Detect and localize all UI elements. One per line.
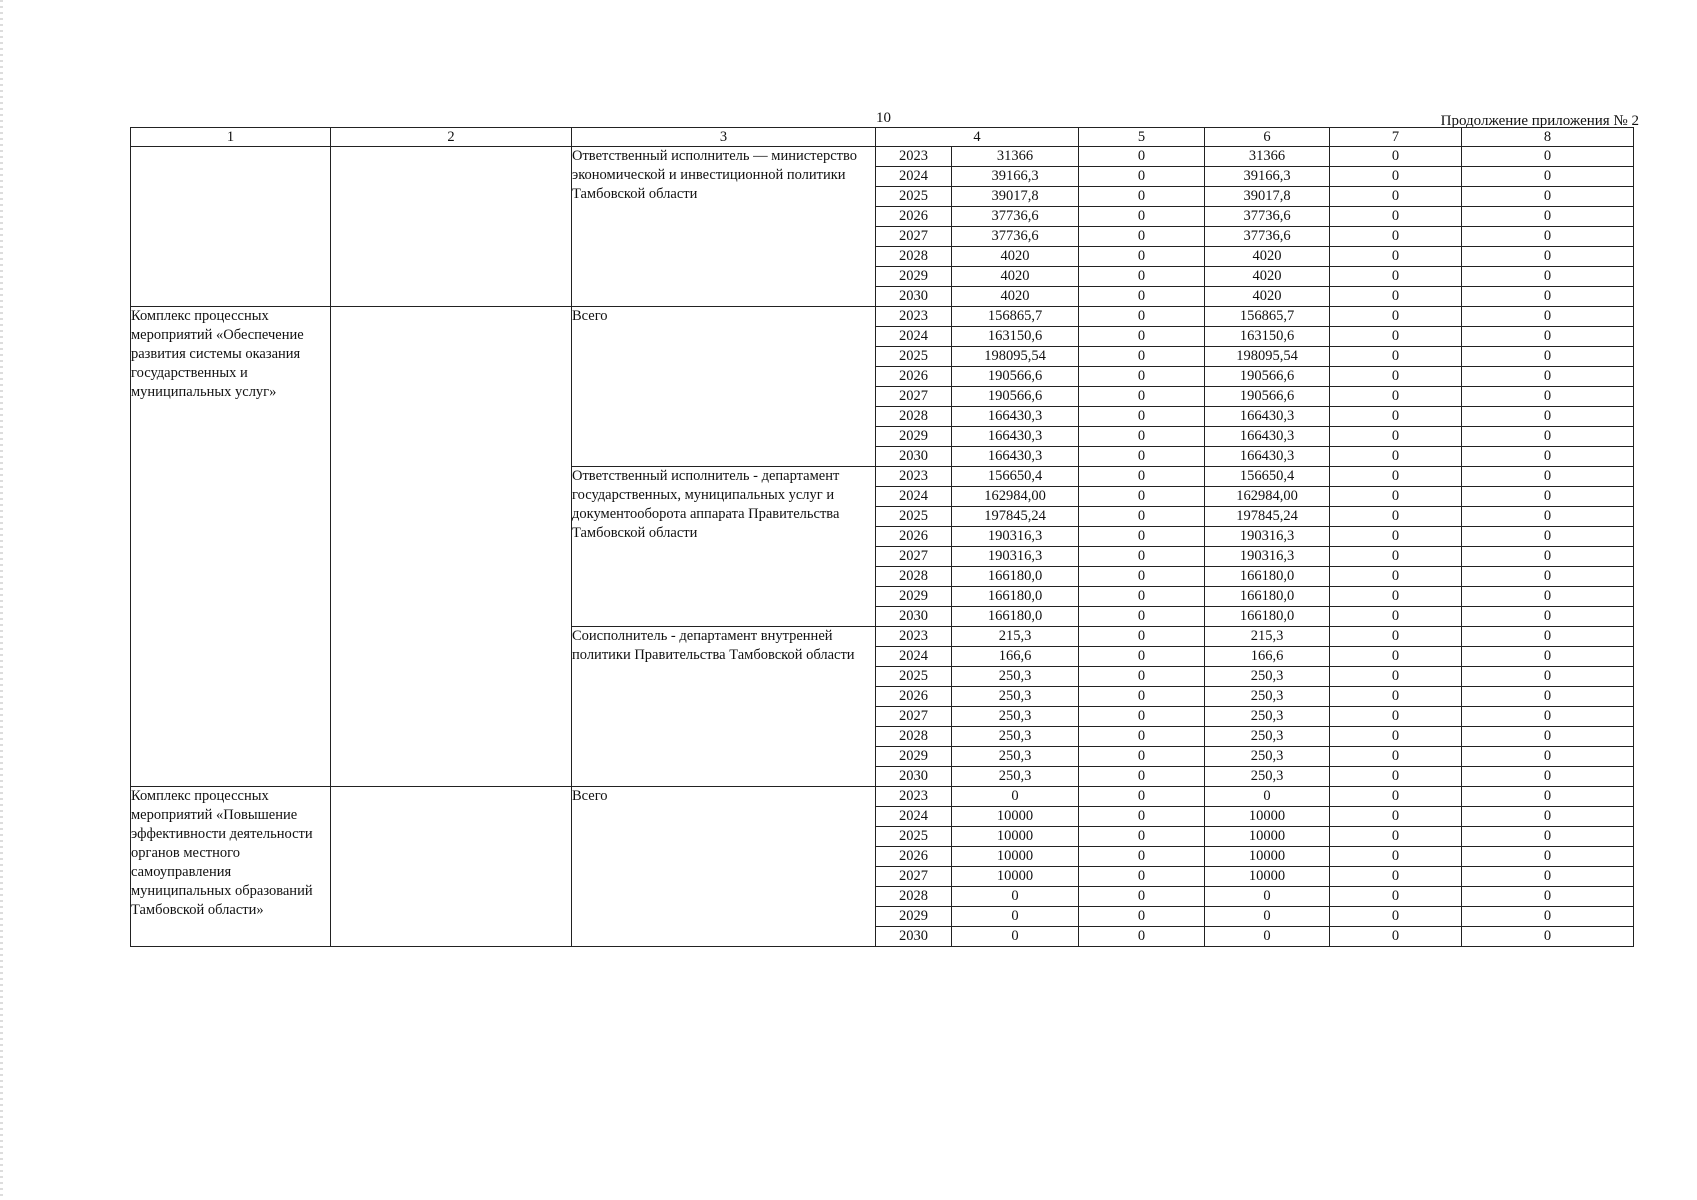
federal-cell: 0 xyxy=(1079,167,1205,187)
federal-cell: 0 xyxy=(1079,707,1205,727)
federal-cell: 0 xyxy=(1079,547,1205,567)
local-cell: 0 xyxy=(1330,407,1462,427)
federal-cell: 0 xyxy=(1079,207,1205,227)
total-cell: 190316,3 xyxy=(952,547,1079,567)
federal-cell: 0 xyxy=(1079,627,1205,647)
federal-cell: 0 xyxy=(1079,407,1205,427)
column-2-cell xyxy=(331,147,572,307)
total-cell: 10000 xyxy=(952,847,1079,867)
total-cell: 166,6 xyxy=(952,647,1079,667)
year-cell: 2030 xyxy=(876,287,952,307)
federal-cell: 0 xyxy=(1079,907,1205,927)
year-cell: 2024 xyxy=(876,487,952,507)
year-cell: 2025 xyxy=(876,667,952,687)
total-cell: 0 xyxy=(952,887,1079,907)
total-cell: 166180,0 xyxy=(952,607,1079,627)
other-cell: 0 xyxy=(1462,207,1634,227)
federal-cell: 0 xyxy=(1079,727,1205,747)
total-cell: 250,3 xyxy=(952,747,1079,767)
year-cell: 2023 xyxy=(876,307,952,327)
local-cell: 0 xyxy=(1330,767,1462,787)
local-cell: 0 xyxy=(1330,147,1462,167)
local-cell: 0 xyxy=(1330,927,1462,947)
federal-cell: 0 xyxy=(1079,247,1205,267)
regional-cell: 0 xyxy=(1205,907,1330,927)
regional-cell: 39166,3 xyxy=(1205,167,1330,187)
table-row xyxy=(131,147,1634,167)
federal-cell: 0 xyxy=(1079,447,1205,467)
year-cell: 2025 xyxy=(876,187,952,207)
local-cell: 0 xyxy=(1330,627,1462,647)
other-cell: 0 xyxy=(1462,747,1634,767)
other-cell: 0 xyxy=(1462,307,1634,327)
total-cell: 156650,4 xyxy=(952,467,1079,487)
total-cell: 166430,3 xyxy=(952,447,1079,467)
other-cell: 0 xyxy=(1462,647,1634,667)
year-cell: 2028 xyxy=(876,407,952,427)
year-cell: 2023 xyxy=(876,467,952,487)
year-cell: 2024 xyxy=(876,647,952,667)
local-cell: 0 xyxy=(1330,507,1462,527)
scan-edge xyxy=(0,0,3,1200)
federal-cell: 0 xyxy=(1079,567,1205,587)
regional-cell: 10000 xyxy=(1205,827,1330,847)
federal-cell: 0 xyxy=(1079,307,1205,327)
local-cell: 0 xyxy=(1330,207,1462,227)
regional-cell: 156865,7 xyxy=(1205,307,1330,327)
regional-cell: 250,3 xyxy=(1205,667,1330,687)
regional-cell: 37736,6 xyxy=(1205,227,1330,247)
year-cell: 2025 xyxy=(876,347,952,367)
year-cell: 2028 xyxy=(876,727,952,747)
total-cell: 31366 xyxy=(952,147,1079,167)
regional-cell: 0 xyxy=(1205,887,1330,907)
federal-cell: 0 xyxy=(1079,387,1205,407)
year-cell: 2029 xyxy=(876,427,952,447)
local-cell: 0 xyxy=(1330,867,1462,887)
local-cell: 0 xyxy=(1330,687,1462,707)
regional-cell: 166180,0 xyxy=(1205,567,1330,587)
regional-cell: 4020 xyxy=(1205,287,1330,307)
local-cell: 0 xyxy=(1330,607,1462,627)
regional-cell: 162984,00 xyxy=(1205,487,1330,507)
year-cell: 2027 xyxy=(876,867,952,887)
other-cell: 0 xyxy=(1462,907,1634,927)
local-cell: 0 xyxy=(1330,827,1462,847)
regional-cell: 163150,6 xyxy=(1205,327,1330,347)
local-cell: 0 xyxy=(1330,667,1462,687)
regional-cell: 190566,6 xyxy=(1205,367,1330,387)
federal-cell: 0 xyxy=(1079,527,1205,547)
other-cell: 0 xyxy=(1462,227,1634,247)
local-cell: 0 xyxy=(1330,647,1462,667)
total-cell: 198095,54 xyxy=(952,347,1079,367)
regional-cell: 166,6 xyxy=(1205,647,1330,667)
total-cell: 166180,0 xyxy=(952,567,1079,587)
local-cell: 0 xyxy=(1330,327,1462,347)
other-cell: 0 xyxy=(1462,467,1634,487)
executor-cell: Соисполнитель - департамент внутренней политики Правительства Тамбовской области xyxy=(572,627,876,787)
local-cell: 0 xyxy=(1330,167,1462,187)
federal-cell: 0 xyxy=(1079,607,1205,627)
other-cell: 0 xyxy=(1462,347,1634,367)
other-cell: 0 xyxy=(1462,587,1634,607)
total-cell: 4020 xyxy=(952,287,1079,307)
year-cell: 2028 xyxy=(876,887,952,907)
local-cell: 0 xyxy=(1330,887,1462,907)
total-cell: 4020 xyxy=(952,247,1079,267)
header-col-3: 3 xyxy=(572,128,876,147)
other-cell: 0 xyxy=(1462,527,1634,547)
other-cell: 0 xyxy=(1462,847,1634,867)
total-cell: 163150,6 xyxy=(952,327,1079,347)
table-row xyxy=(131,787,1634,807)
regional-cell: 31366 xyxy=(1205,147,1330,167)
header-col-4: 4 xyxy=(876,128,1079,147)
other-cell: 0 xyxy=(1462,367,1634,387)
federal-cell: 0 xyxy=(1079,587,1205,607)
other-cell: 0 xyxy=(1462,487,1634,507)
year-cell: 2026 xyxy=(876,847,952,867)
other-cell: 0 xyxy=(1462,147,1634,167)
federal-cell: 0 xyxy=(1079,267,1205,287)
federal-cell: 0 xyxy=(1079,467,1205,487)
total-cell: 10000 xyxy=(952,827,1079,847)
federal-cell: 0 xyxy=(1079,347,1205,367)
regional-cell: 166430,3 xyxy=(1205,427,1330,447)
local-cell: 0 xyxy=(1330,567,1462,587)
budget-table xyxy=(130,127,1634,947)
year-cell: 2029 xyxy=(876,587,952,607)
header-col-1: 1 xyxy=(131,128,331,147)
header-col-7: 7 xyxy=(1330,128,1462,147)
year-cell: 2030 xyxy=(876,927,952,947)
program-name-cell xyxy=(131,147,331,307)
other-cell: 0 xyxy=(1462,927,1634,947)
local-cell: 0 xyxy=(1330,447,1462,467)
other-cell: 0 xyxy=(1462,767,1634,787)
header-col-6: 6 xyxy=(1205,128,1330,147)
regional-cell: 10000 xyxy=(1205,847,1330,867)
local-cell: 0 xyxy=(1330,847,1462,867)
federal-cell: 0 xyxy=(1079,647,1205,667)
total-cell: 39166,3 xyxy=(952,167,1079,187)
local-cell: 0 xyxy=(1330,807,1462,827)
regional-cell: 39017,8 xyxy=(1205,187,1330,207)
local-cell: 0 xyxy=(1330,347,1462,367)
year-cell: 2026 xyxy=(876,207,952,227)
total-cell: 37736,6 xyxy=(952,207,1079,227)
local-cell: 0 xyxy=(1330,187,1462,207)
total-cell: 156865,7 xyxy=(952,307,1079,327)
federal-cell: 0 xyxy=(1079,227,1205,247)
total-cell: 166430,3 xyxy=(952,427,1079,447)
total-cell: 250,3 xyxy=(952,727,1079,747)
federal-cell: 0 xyxy=(1079,507,1205,527)
federal-cell: 0 xyxy=(1079,147,1205,167)
total-cell: 0 xyxy=(952,927,1079,947)
program-name-cell: Комплекс процессных мероприятий «Обеспечение развития системы оказания государственных и муниципальных услуг» xyxy=(131,307,331,787)
other-cell: 0 xyxy=(1462,707,1634,727)
federal-cell: 0 xyxy=(1079,427,1205,447)
total-cell: 39017,8 xyxy=(952,187,1079,207)
regional-cell: 250,3 xyxy=(1205,767,1330,787)
total-cell: 0 xyxy=(952,787,1079,807)
year-cell: 2023 xyxy=(876,147,952,167)
other-cell: 0 xyxy=(1462,627,1634,647)
other-cell: 0 xyxy=(1462,327,1634,347)
column-2-cell xyxy=(331,787,572,947)
year-cell: 2030 xyxy=(876,447,952,467)
local-cell: 0 xyxy=(1330,907,1462,927)
total-cell: 197845,24 xyxy=(952,507,1079,527)
total-cell: 10000 xyxy=(952,867,1079,887)
local-cell: 0 xyxy=(1330,427,1462,447)
local-cell: 0 xyxy=(1330,227,1462,247)
total-cell: 190566,6 xyxy=(952,387,1079,407)
year-cell: 2027 xyxy=(876,227,952,247)
other-cell: 0 xyxy=(1462,567,1634,587)
executor-cell: Ответственный исполнитель - департамент государственных, муниципальных услуг и документооборота аппарата Правительства Тамбовской области xyxy=(572,467,876,627)
federal-cell: 0 xyxy=(1079,847,1205,867)
other-cell: 0 xyxy=(1462,667,1634,687)
regional-cell: 10000 xyxy=(1205,807,1330,827)
regional-cell: 166430,3 xyxy=(1205,447,1330,467)
total-cell: 215,3 xyxy=(952,627,1079,647)
local-cell: 0 xyxy=(1330,367,1462,387)
regional-cell: 250,3 xyxy=(1205,747,1330,767)
regional-cell: 190566,6 xyxy=(1205,387,1330,407)
appendix-note: Продолжение приложения № 2 xyxy=(1440,113,1639,129)
other-cell: 0 xyxy=(1462,247,1634,267)
local-cell: 0 xyxy=(1330,467,1462,487)
local-cell: 0 xyxy=(1330,547,1462,567)
federal-cell: 0 xyxy=(1079,747,1205,767)
federal-cell: 0 xyxy=(1079,287,1205,307)
year-cell: 2027 xyxy=(876,707,952,727)
total-cell: 250,3 xyxy=(952,667,1079,687)
federal-cell: 0 xyxy=(1079,687,1205,707)
year-cell: 2023 xyxy=(876,627,952,647)
federal-cell: 0 xyxy=(1079,667,1205,687)
other-cell: 0 xyxy=(1462,427,1634,447)
total-cell: 190566,6 xyxy=(952,367,1079,387)
federal-cell: 0 xyxy=(1079,827,1205,847)
year-cell: 2029 xyxy=(876,747,952,767)
year-cell: 2029 xyxy=(876,907,952,927)
other-cell: 0 xyxy=(1462,547,1634,567)
local-cell: 0 xyxy=(1330,387,1462,407)
local-cell: 0 xyxy=(1330,747,1462,767)
year-cell: 2025 xyxy=(876,507,952,527)
total-cell: 166180,0 xyxy=(952,587,1079,607)
executor-cell: Всего xyxy=(572,787,876,947)
year-cell: 2026 xyxy=(876,687,952,707)
year-cell: 2030 xyxy=(876,607,952,627)
year-cell: 2024 xyxy=(876,807,952,827)
federal-cell: 0 xyxy=(1079,327,1205,347)
local-cell: 0 xyxy=(1330,527,1462,547)
other-cell: 0 xyxy=(1462,507,1634,527)
federal-cell: 0 xyxy=(1079,787,1205,807)
local-cell: 0 xyxy=(1330,267,1462,287)
other-cell: 0 xyxy=(1462,807,1634,827)
regional-cell: 250,3 xyxy=(1205,727,1330,747)
regional-cell: 166430,3 xyxy=(1205,407,1330,427)
other-cell: 0 xyxy=(1462,387,1634,407)
total-cell: 250,3 xyxy=(952,767,1079,787)
column-2-cell xyxy=(331,307,572,787)
other-cell: 0 xyxy=(1462,867,1634,887)
header-col-8: 8 xyxy=(1462,128,1634,147)
federal-cell: 0 xyxy=(1079,767,1205,787)
other-cell: 0 xyxy=(1462,287,1634,307)
header-col-5: 5 xyxy=(1079,128,1205,147)
total-cell: 162984,00 xyxy=(952,487,1079,507)
other-cell: 0 xyxy=(1462,447,1634,467)
other-cell: 0 xyxy=(1462,687,1634,707)
other-cell: 0 xyxy=(1462,167,1634,187)
regional-cell: 0 xyxy=(1205,927,1330,947)
total-cell: 4020 xyxy=(952,267,1079,287)
regional-cell: 4020 xyxy=(1205,247,1330,267)
year-cell: 2024 xyxy=(876,167,952,187)
table-row xyxy=(131,307,1634,327)
federal-cell: 0 xyxy=(1079,487,1205,507)
total-cell: 250,3 xyxy=(952,707,1079,727)
table-body xyxy=(131,147,1634,947)
local-cell: 0 xyxy=(1330,287,1462,307)
program-name-cell: Комплекс процессных мероприятий «Повышение эффективности деятельности органов местного самоуправления муниципальных образований Тамбовской области» xyxy=(131,787,331,947)
total-cell: 190316,3 xyxy=(952,527,1079,547)
regional-cell: 0 xyxy=(1205,787,1330,807)
other-cell: 0 xyxy=(1462,727,1634,747)
regional-cell: 156650,4 xyxy=(1205,467,1330,487)
regional-cell: 190316,3 xyxy=(1205,527,1330,547)
executor-cell: Ответственный исполнитель — министерство экономической и инвестиционной политики Тамбовской области xyxy=(572,147,876,307)
local-cell: 0 xyxy=(1330,487,1462,507)
federal-cell: 0 xyxy=(1079,887,1205,907)
year-cell: 2029 xyxy=(876,267,952,287)
regional-cell: 4020 xyxy=(1205,267,1330,287)
regional-cell: 250,3 xyxy=(1205,687,1330,707)
regional-cell: 197845,24 xyxy=(1205,507,1330,527)
local-cell: 0 xyxy=(1330,727,1462,747)
local-cell: 0 xyxy=(1330,307,1462,327)
regional-cell: 166180,0 xyxy=(1205,587,1330,607)
other-cell: 0 xyxy=(1462,187,1634,207)
local-cell: 0 xyxy=(1330,707,1462,727)
page-number: 10 xyxy=(876,110,891,126)
regional-cell: 215,3 xyxy=(1205,627,1330,647)
regional-cell: 37736,6 xyxy=(1205,207,1330,227)
other-cell: 0 xyxy=(1462,407,1634,427)
federal-cell: 0 xyxy=(1079,187,1205,207)
year-cell: 2030 xyxy=(876,767,952,787)
other-cell: 0 xyxy=(1462,887,1634,907)
total-cell: 250,3 xyxy=(952,687,1079,707)
federal-cell: 0 xyxy=(1079,367,1205,387)
regional-cell: 198095,54 xyxy=(1205,347,1330,367)
year-cell: 2026 xyxy=(876,527,952,547)
year-cell: 2027 xyxy=(876,387,952,407)
total-cell: 166430,3 xyxy=(952,407,1079,427)
total-cell: 0 xyxy=(952,907,1079,927)
regional-cell: 250,3 xyxy=(1205,707,1330,727)
local-cell: 0 xyxy=(1330,787,1462,807)
year-cell: 2028 xyxy=(876,247,952,267)
other-cell: 0 xyxy=(1462,607,1634,627)
federal-cell: 0 xyxy=(1079,807,1205,827)
other-cell: 0 xyxy=(1462,267,1634,287)
year-cell: 2025 xyxy=(876,827,952,847)
regional-cell: 10000 xyxy=(1205,867,1330,887)
executor-cell: Всего xyxy=(572,307,876,467)
regional-cell: 166180,0 xyxy=(1205,607,1330,627)
header-col-2: 2 xyxy=(331,128,572,147)
other-cell: 0 xyxy=(1462,827,1634,847)
table-header xyxy=(131,128,1634,147)
year-cell: 2028 xyxy=(876,567,952,587)
regional-cell: 190316,3 xyxy=(1205,547,1330,567)
total-cell: 10000 xyxy=(952,807,1079,827)
year-cell: 2024 xyxy=(876,327,952,347)
year-cell: 2023 xyxy=(876,787,952,807)
total-cell: 37736,6 xyxy=(952,227,1079,247)
year-cell: 2027 xyxy=(876,547,952,567)
federal-cell: 0 xyxy=(1079,867,1205,887)
local-cell: 0 xyxy=(1330,587,1462,607)
federal-cell: 0 xyxy=(1079,927,1205,947)
other-cell: 0 xyxy=(1462,787,1634,807)
local-cell: 0 xyxy=(1330,247,1462,267)
year-cell: 2026 xyxy=(876,367,952,387)
